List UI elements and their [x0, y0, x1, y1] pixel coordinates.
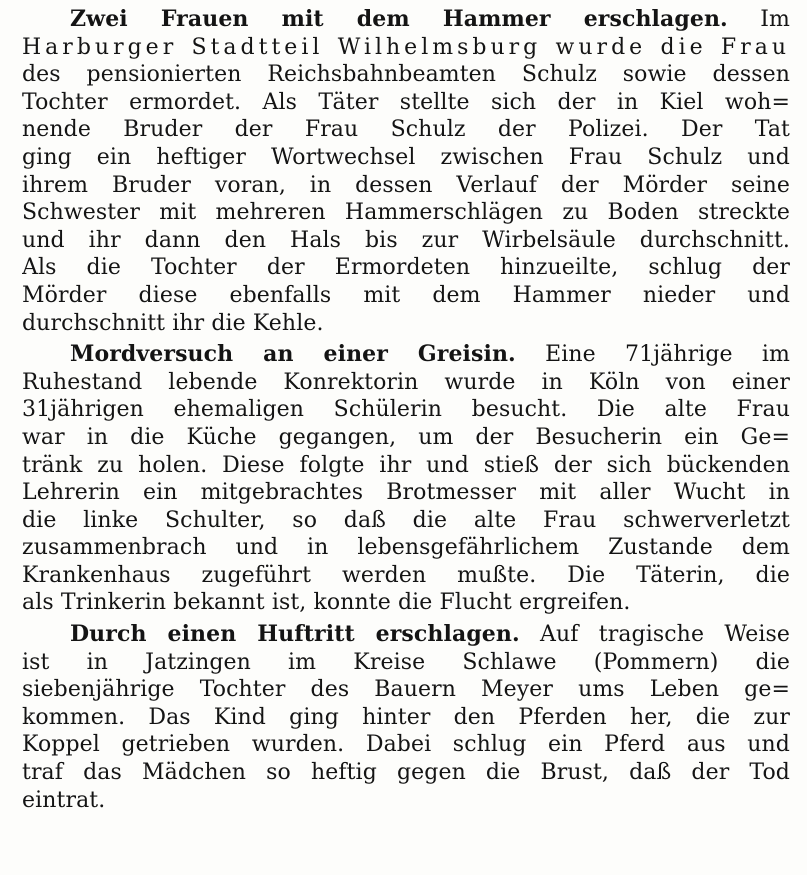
article-2-headline: Mordversuch an einer Greisin. [70, 341, 516, 368]
article-2-line-7: die linke Schulter, so daß die alte Frau schwerverletzt [22, 507, 790, 533]
article-1-headline: Zwei Frauen mit dem Hammer erschlagen. [70, 6, 728, 32]
article-1-line-12: durchschnitt ihr die Kehle. [22, 310, 324, 336]
article-1-line-11: Mörder diese ebenfalls mit dem Hammer nieder und [22, 282, 790, 308]
article-2-line-2: Ruhestand lebende Konrektorin wurde in Köln von einer [22, 369, 790, 395]
article-3-line-3: siebenjährige Tochter des Bauern Meyer ums Leben ge= [22, 677, 790, 703]
article-2-line-4: war in die Küche gegangen, um der Besucherin ein Ge= [22, 424, 790, 450]
article-3-line-5: Koppel getrieben wurden. Dabei schlug ein Pferd aus und [22, 732, 790, 758]
article-1-line-3: des pensionierten Reichsbahnbeamten Schulz sowie dessen [22, 62, 790, 88]
article-2 [22, 341, 790, 617]
article-3 [22, 621, 790, 814]
article-1-line-7: ihrem Bruder voran, in dessen Verlauf der Mörder seine [22, 172, 790, 198]
article-2-line-8: zusammenbrach und in lebensgefährlichem Zustande dem [22, 535, 790, 561]
article-2-line-9: Krankenhaus zugeführt werden mußte. Die Täterin, die [22, 562, 790, 588]
text-column [22, 6, 790, 814]
article-1-line-5: nende Bruder der Frau Schulz der Polizei. Der Tat [22, 117, 790, 143]
article-2-first-line [22, 341, 790, 369]
article-3-first-line [22, 621, 790, 649]
article-1-line-4: Tochter ermordet. Als Täter stellte sich der in Kiel woh= [22, 89, 790, 115]
article-3-headline: Durch einen Huftritt erschlagen. [70, 621, 520, 648]
article-1-line-1: Im [760, 7, 790, 32]
article-2-line-3: 31jährigen ehemaligen Schülerin besucht. Die alte Frau [22, 397, 790, 423]
article-2-line-1: Eine 71jährige im [545, 342, 790, 368]
article-1-line-6: ging ein heftiger Wortwechsel zwischen Frau Schulz und [22, 144, 790, 170]
article-1-line-10: Als die Tochter der Ermordeten hinzueilte, schlug der [22, 255, 790, 281]
article-1-line-9: und ihr dann den Hals bis zur Wirbelsäule durchschnitt. [22, 227, 790, 253]
article-3-line-2: ist in Jatzingen im Kreise Schlawe (Pommern) die [22, 649, 790, 675]
article-3-line-7: eintrat. [22, 787, 106, 813]
article-3-line-6: traf das Mädchen so heftig gegen die Brust, daß der Tod [22, 760, 790, 786]
article-3-line-1: Auf tragische Weise [540, 622, 790, 648]
article-2-line-6: Lehrerin ein mitgebrachtes Brotmesser mit aller Wucht in [22, 480, 790, 506]
article-1-line-8: Schwester mit mehreren Hammerschlägen zu Boden streckte [22, 200, 790, 226]
article-1-first-line [22, 6, 790, 34]
article-2-line-5: tränk zu holen. Diese folgte ihr und stieß der sich bückenden [22, 452, 790, 478]
article-2-line-10: als Trinkerin bekannt ist, konnte die Flucht ergreifen. [22, 590, 631, 616]
article-1-line-2: Harburger Stadtteil Wilhelmsburg wurde die Frau [22, 34, 790, 60]
article-1 [22, 6, 790, 337]
article-3-line-4: kommen. Das Kind ging hinter den Pferden her, die zur [22, 704, 790, 730]
